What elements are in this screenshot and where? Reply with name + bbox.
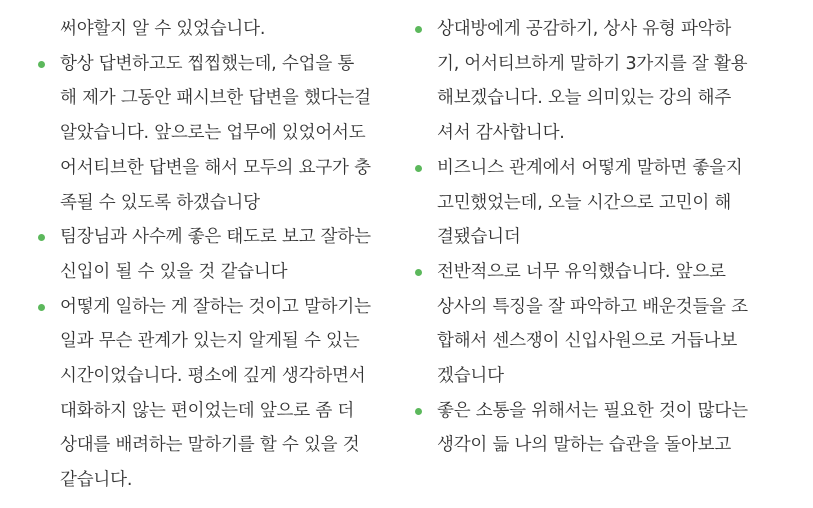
feedback-item (437, 255, 787, 394)
item-line: 대화하지 않는 편이었는데 앞으로 좀 더 (60, 400, 355, 421)
feedback-item (60, 290, 410, 498)
item-line: 상대를 배려하는 말하기를 할 수 있을 것 (60, 435, 360, 456)
item-line: 일과 무슨 관계가 있는지 알게될 수 있는 (60, 331, 360, 352)
item-line: 셔서 감사합니다. (437, 123, 565, 144)
item-line: 좋은 소통을 위해서는 필요한 것이 많다는 (437, 400, 748, 421)
item-line: 전반적으로 너무 유익했습니다. 앞으로 (437, 261, 726, 282)
left-column (60, 0, 410, 498)
item-line: 어떻게 일하는 게 잘하는 것이고 말하기는 (60, 296, 371, 317)
item-line: 알았습니다. 앞으로는 업무에 있었어서도 (60, 123, 366, 144)
item-line: 족될 수 있도록 하갰습니당 (60, 192, 260, 213)
item-line: 기, 어서티브하게 말하기 3가지를 잘 활용 (437, 53, 748, 74)
item-line: 생각이 듦 나의 말하는 습관을 돌아보고 (437, 435, 732, 456)
item-line: 팀장님과 사수께 좋은 태도로 보고 잘하는 (60, 227, 371, 248)
item-line: 고민했었는데, 오늘 시간으로 고민이 해 (437, 192, 732, 213)
continued-text-line: 써야할지 알 수 있었습니다. (60, 19, 266, 39)
item-line: 신입이 될 수 있을 것 같습니다 (60, 261, 288, 282)
item-line: 겠습니다 (437, 366, 504, 387)
feedback-item (437, 12, 787, 151)
bullet-dot-icon (38, 61, 45, 68)
item-line: 상사의 특징을 잘 파악하고 배운것들을 조 (437, 296, 748, 317)
item-line: 비즈니스 관계에서 어떻게 말하면 좋을지 (437, 157, 743, 178)
item-line: 해보겠습니다. 오늘 의미있는 강의 해주 (437, 88, 732, 109)
bullet-dot-icon (415, 269, 422, 276)
feedback-item (437, 151, 787, 255)
item-line: 시간이었습니다. 평소에 깊게 생각하면서 (60, 366, 366, 387)
right-column (437, 0, 787, 463)
bullet-dot-icon (415, 408, 422, 415)
item-line: 항상 답변하고도 찝찝했는데, 수업을 통 (60, 53, 355, 74)
item-line: 해 제가 그동안 패시브한 답변을 했다는걸 (60, 88, 371, 109)
item-line: 같습니다. (60, 470, 133, 491)
feedback-item (437, 394, 787, 463)
item-line: 어서티브한 답변을 해서 모두의 요구가 충 (60, 157, 371, 178)
bullet-dot-icon (38, 304, 45, 311)
bullet-dot-icon (415, 26, 422, 33)
feedback-item (60, 47, 410, 221)
item-line: 결됐습니더 (437, 227, 521, 248)
feedback-item (60, 220, 410, 289)
item-line: 상대방에게 공감하기, 상사 유형 파악하 (437, 19, 732, 39)
bullet-dot-icon (415, 165, 422, 172)
bullet-dot-icon (38, 234, 45, 241)
item-line: 합해서 센스쟁이 신입사원으로 거듭나보 (437, 331, 738, 352)
